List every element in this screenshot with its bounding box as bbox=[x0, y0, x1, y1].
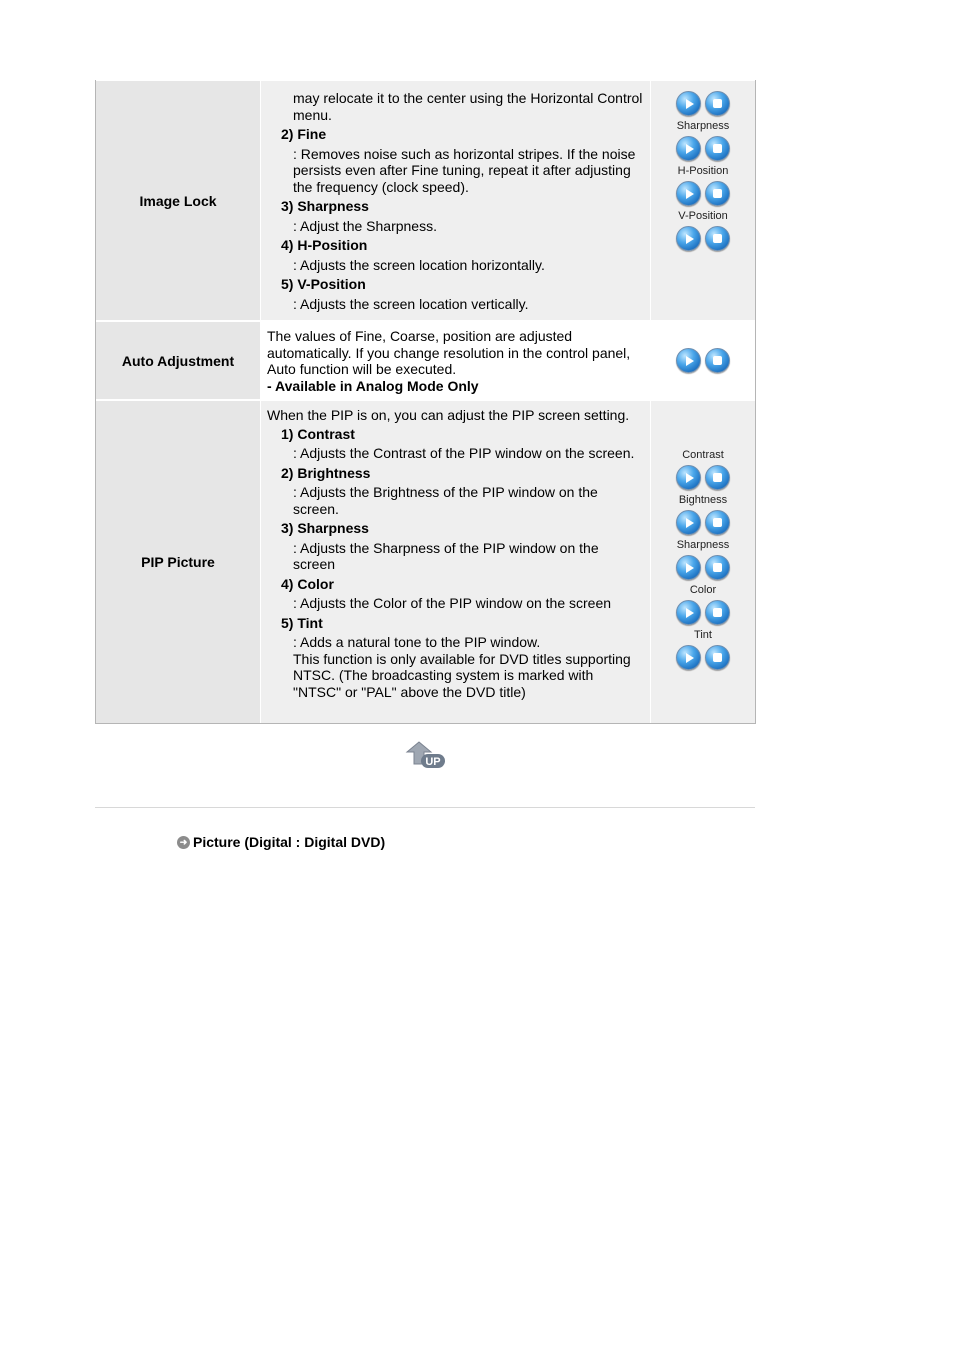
row-pip-picture bbox=[96, 399, 755, 723]
row-label: PIP Picture bbox=[96, 401, 260, 723]
button-pair bbox=[676, 226, 730, 251]
play-button-icon[interactable] bbox=[676, 348, 701, 373]
row-description bbox=[261, 322, 650, 399]
item-heading: 5) V-Position bbox=[281, 276, 366, 292]
icon-label: V-Position bbox=[678, 209, 728, 222]
button-pair bbox=[676, 91, 730, 116]
item-heading: 3) Sharpness bbox=[281, 198, 369, 214]
play-button-icon[interactable] bbox=[676, 91, 701, 116]
item-text: : Adjusts the Color of the PIP window on the screen bbox=[293, 595, 612, 611]
row-icons bbox=[651, 322, 755, 399]
icon-label: Bightness bbox=[678, 493, 728, 506]
row-label: Auto Adjustment bbox=[96, 322, 260, 399]
play-button-icon[interactable] bbox=[676, 181, 701, 206]
menu-button-icon[interactable] bbox=[705, 645, 730, 670]
icon-label: Contrast bbox=[682, 448, 724, 461]
item-text: : Adjusts the Brightness of the PIP window on the screen. bbox=[293, 484, 598, 517]
menu-button-icon[interactable] bbox=[705, 555, 730, 580]
item-text: : Adjusts the Sharpness of the PIP window on the screen bbox=[293, 539, 599, 572]
item-text: : Adjusts the screen location horizontally. bbox=[293, 256, 545, 273]
button-pair bbox=[676, 465, 730, 490]
up-arrow-icon bbox=[405, 740, 447, 772]
intro-text: may relocate it to the center using the Horizontal Control menu. bbox=[293, 90, 643, 123]
auto-text: The values of Fine, Coarse, position are adjusted automatically. If you change resolution in the control panel, Auto function will be executed. bbox=[267, 328, 631, 377]
row-image-lock bbox=[96, 80, 755, 320]
icon-label: Color bbox=[689, 583, 717, 596]
button-pair bbox=[676, 645, 730, 670]
row-description bbox=[261, 81, 650, 320]
play-button-icon[interactable] bbox=[676, 465, 701, 490]
item-text: : Adds a natural tone to the PIP window. This function is only available for DVD titles supporting NTSC. (The broadcasting system is marked with "NTSC" or "PAL" above the DVD title) bbox=[293, 634, 631, 700]
menu-button-icon[interactable] bbox=[705, 91, 730, 116]
section-link[interactable] bbox=[177, 834, 385, 850]
row-description bbox=[261, 401, 650, 723]
settings-table bbox=[95, 80, 756, 724]
play-button-icon[interactable] bbox=[676, 226, 701, 251]
divider bbox=[95, 807, 755, 808]
button-pair bbox=[676, 136, 730, 161]
menu-button-icon[interactable] bbox=[705, 348, 730, 373]
item-text: : Adjust the Sharpness. bbox=[293, 217, 437, 234]
button-pair bbox=[676, 181, 730, 206]
item-heading: 4) H-Position bbox=[281, 237, 368, 253]
item-heading: 3) Sharpness bbox=[281, 520, 369, 536]
button-pair bbox=[676, 348, 730, 373]
button-pair bbox=[676, 510, 730, 535]
row-label: Image Lock bbox=[96, 81, 260, 320]
availability-note: - Available in Analog Mode Only bbox=[267, 377, 479, 394]
icon-label: Sharpness bbox=[676, 538, 730, 551]
item-heading: 5) Tint bbox=[281, 614, 323, 631]
section-title: Picture (Digital : Digital DVD) bbox=[193, 834, 386, 850]
row-auto-adjustment bbox=[96, 320, 755, 399]
button-pair bbox=[676, 600, 730, 625]
play-button-icon[interactable] bbox=[676, 510, 701, 535]
button-pair bbox=[676, 555, 730, 580]
icon-label: Sharpness bbox=[676, 119, 730, 132]
item-text: : Adjusts the screen location vertically. bbox=[293, 295, 529, 312]
menu-button-icon[interactable] bbox=[705, 181, 730, 206]
arrow-circle-icon: ➜ bbox=[177, 836, 190, 849]
menu-button-icon[interactable] bbox=[705, 510, 730, 535]
item-heading: 1) Contrast bbox=[281, 425, 355, 442]
menu-button-icon[interactable] bbox=[705, 136, 730, 161]
menu-button-icon[interactable] bbox=[705, 226, 730, 251]
up-button-label: UP bbox=[425, 756, 441, 768]
play-button-icon[interactable] bbox=[676, 555, 701, 580]
play-button-icon[interactable] bbox=[676, 600, 701, 625]
play-button-icon[interactable] bbox=[676, 136, 701, 161]
item-heading: 4) Color bbox=[281, 575, 334, 592]
icon-label: Tint bbox=[694, 628, 712, 641]
menu-button-icon[interactable] bbox=[705, 465, 730, 490]
item-text: : Removes noise such as horizontal stripes. If the noise persists even after Fine tuning, repeat it after adjusting the frequency (clock speed). bbox=[293, 145, 636, 195]
intro-text: When the PIP is on, you can adjust the PIP screen setting. bbox=[267, 407, 630, 423]
play-button-icon[interactable] bbox=[676, 645, 701, 670]
item-heading: 2) Brightness bbox=[281, 464, 371, 481]
menu-button-icon[interactable] bbox=[705, 600, 730, 625]
icon-label: H-Position bbox=[677, 164, 729, 177]
row-icons bbox=[651, 401, 755, 723]
scroll-up-button[interactable] bbox=[405, 740, 447, 772]
item-text: : Adjusts the Contrast of the PIP window on the screen. bbox=[293, 445, 635, 461]
row-icons bbox=[651, 81, 755, 320]
item-heading: 2) Fine bbox=[281, 126, 327, 142]
